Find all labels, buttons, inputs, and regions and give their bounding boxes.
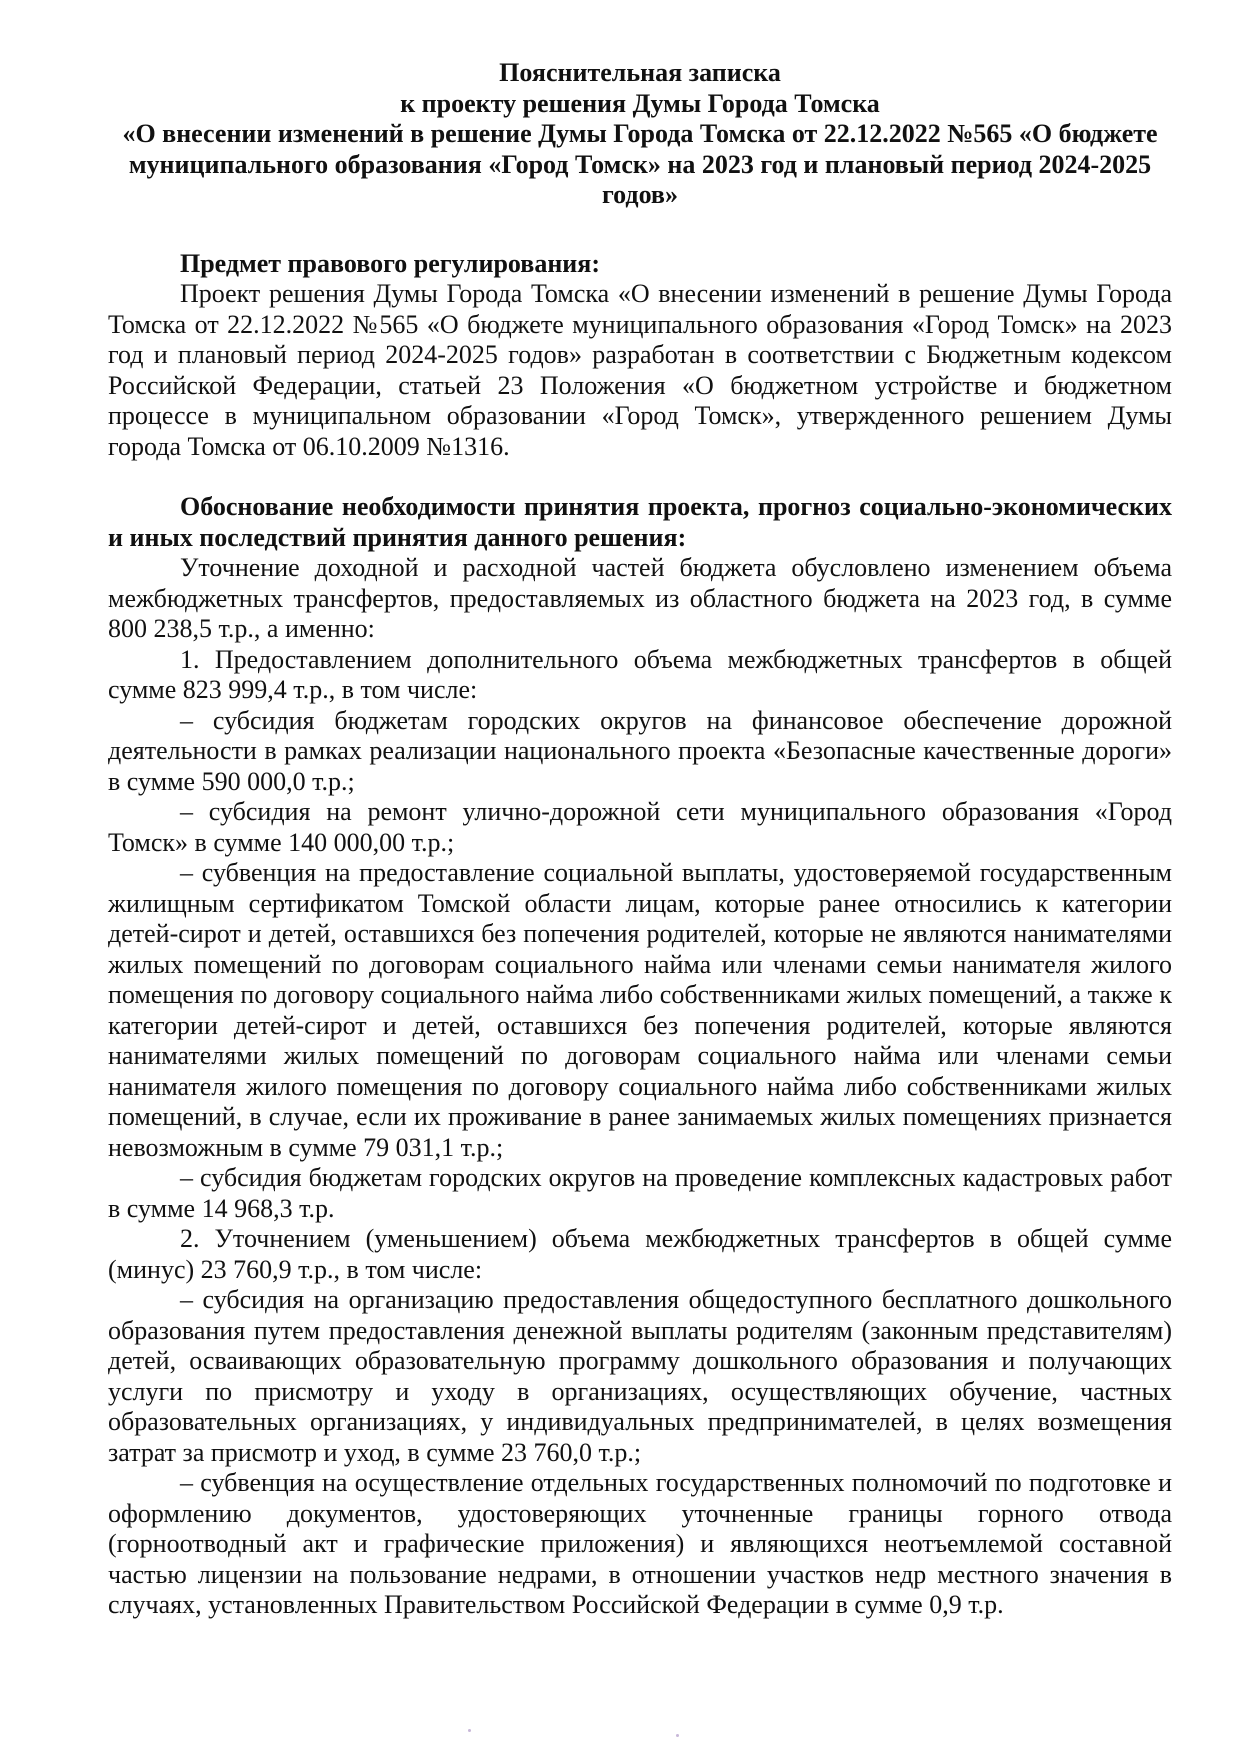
justification-heading: Обоснование необходимости принятия проекта, прогноз социально-экономических и иных последствий принятия данного решения:: [108, 492, 1172, 552]
scan-speck: [676, 1734, 679, 1737]
subject-heading: Предмет правового регулирования:: [180, 248, 600, 278]
title-line-3: «О внесении изменений в решение Думы Города Томска от 22.12.2022 №565 «О бюджете муниципального образования «Город Томск» на 2023 год и плановый период 2024-2025 годов»: [122, 119, 1158, 209]
document-title: [108, 58, 1172, 211]
justification-item-1-repair-subsidy: – субсидия на ремонт улично-дорожной сети муниципального образования «Город Томск» в сумме 140 000,00 т.р.;: [108, 797, 1172, 857]
justification-item-1-cadastral-subsidy: – субсидия бюджетам городских округов на проведение комплексных кадастровых работ в сумме 14 968,3 т.р.: [108, 1163, 1172, 1223]
justification-item-1: 1. Предоставлением дополнительного объема межбюджетных трансфертов в общей сумме 823 999,4 т.р., в том числе:: [108, 644, 1172, 704]
justification-section: [108, 492, 1172, 1621]
justification-item-2-preschool-subsidy: – субсидия на организацию предоставления общедоступного бесплатного дошкольного образования путем предоставления денежной выплаты родителям (законным представителям) детей, осваивающих образовательную программу дошкольного образования и получающих услуги по присмотру и уходу в организациях, осуществляющих обучение, частных образовательных организациях, у индивидуальных предпринимателей, в целях возмещения затрат за присмотр и уход, в сумме 23 760,0 т.р.;: [108, 1285, 1172, 1467]
subject-paragraph: Проект решения Думы Города Томска «О внесении изменений в решение Думы Города Томска от 22.12.2022 №565 «О бюджете муниципального образования «Город Томск» на 2023 год и плановый период 2024-2025 годов» разработан в соответствии с Бюджетным кодексом Российской Федерации, статьей 23 Положения «О бюджетном устройстве и бюджетном процессе в муниципальном образовании «Город Томск», утвержденного решением Думы города Томска от 06.10.2009 №1316.: [108, 279, 1172, 461]
title-line-1: Пояснительная записка: [499, 58, 781, 87]
justification-item-1-housing-subvention: – субвенция на предоставление социальной выплаты, удостоверяемой государственным жилищным сертификатом Томской области лицам, которые ранее относились к категории детей-сирот и детей, оставшихся без попечения родителей, которые не являются нанимателями жилых помещений по договорам социального найма или членами семьи нанимателя жилого помещения по договору социального найма либо собственниками жилых помещений, а также к категории детей-сирот и детей, оставшихся без попечения родителей, которые являются нанимателями жилых помещений по договорам социального найма или членами семьи нанимателя жилого помещения по договору социального найма либо собственниками жилых помещений, в случае, если их проживание в ранее занимаемых жилых помещениях признается невозможным в сумме 79 031,1 т.р.;: [108, 858, 1172, 1162]
justification-item-2: 2. Уточнением (уменьшением) объема межбюджетных трансфертов в общей сумме (минус) 23 760,9 т.р., в том числе:: [108, 1224, 1172, 1284]
scan-speck: [468, 1729, 471, 1732]
justification-item-1-road-subsidy: – субсидия бюджетам городских округов на финансовое обеспечение дорожной деятельности в рамках реализации национального проекта «Безопасные качественные дороги» в сумме 590 000,0 т.р.;: [108, 705, 1172, 796]
subject-section: [108, 249, 1172, 463]
justification-item-2-mining-subvention: – субвенция на осуществление отдельных государственных полномочий по подготовке и оформлению документов, удостоверяющих уточненные границы горного отвода (горноотводный акт и графические приложения) и являющихся неотъемлемой составной частью лицензии на пользование недрами, в отношении участков недр местного значения в случаях, установленных Правительством Российской Федерации в сумме 0,9 т.р.: [108, 1468, 1172, 1619]
title-line-2: к проекту решения Думы Города Томска: [400, 88, 880, 118]
justification-paragraph-intro: Уточнение доходной и расходной частей бюджета обусловлено изменением объема межбюджетных трансфертов, предоставляемых из областного бюджета на 2023 год, в сумме 800 238,5 т.р., а именно:: [108, 553, 1172, 643]
